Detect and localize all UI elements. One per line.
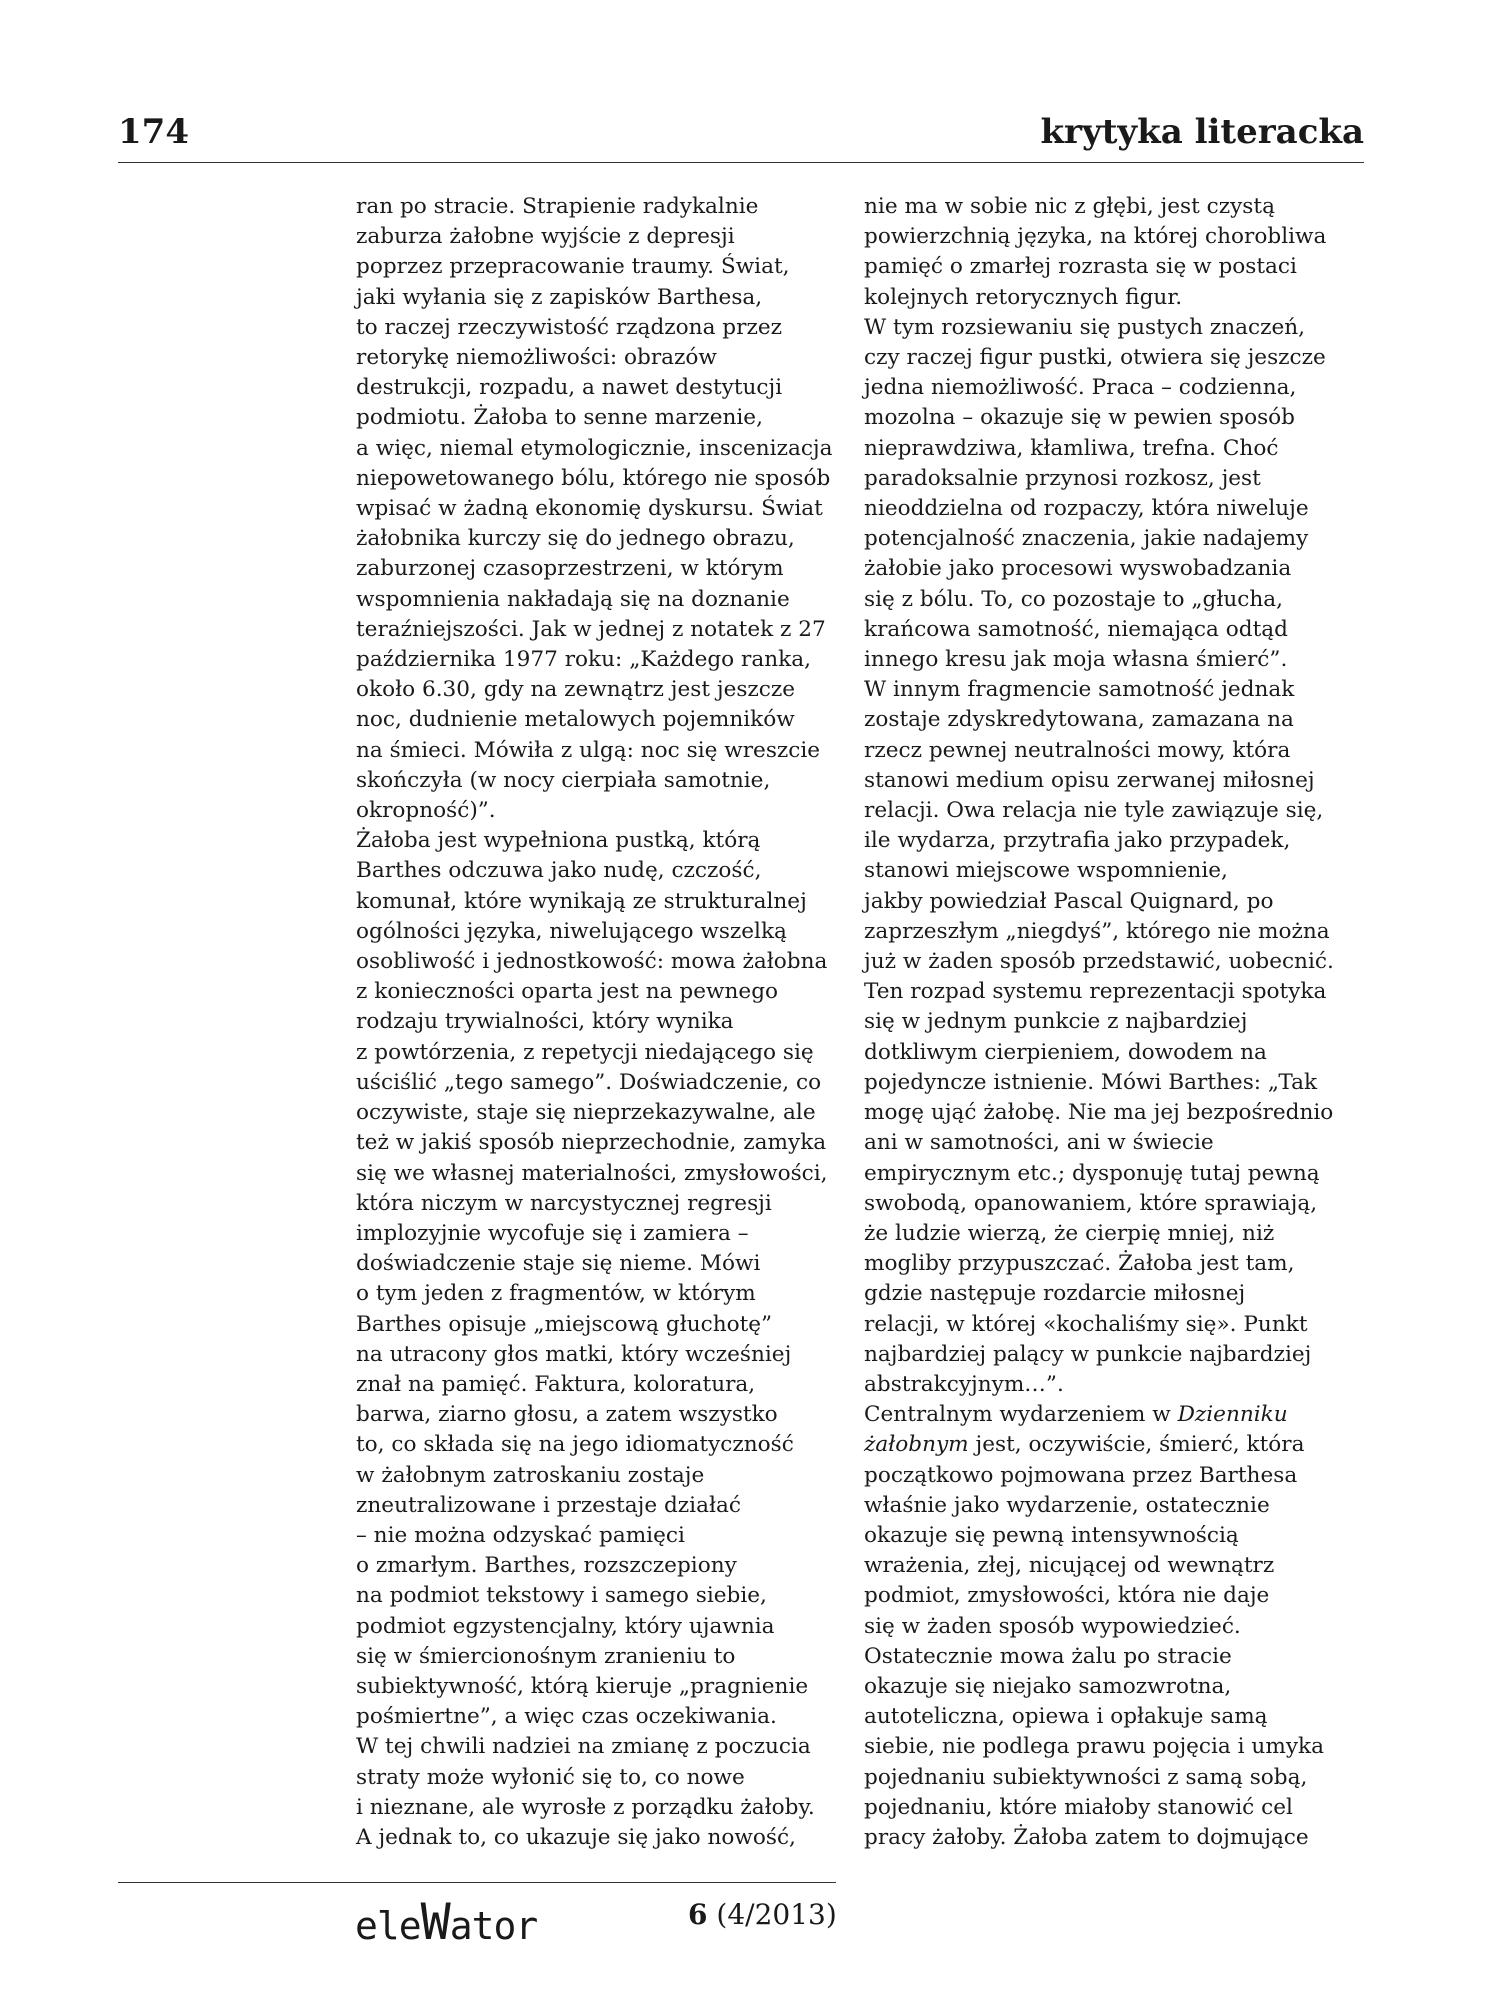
text-line: niepowetowanego bólu, którego nie sposób [356,465,831,491]
text-line: wpisać w żadną ekonomię dyskursu. Świat [356,496,823,522]
text-line: się w żaden sposób wypowiedzieć. [864,1613,1241,1639]
text-line: destrukcji, rozpadu, a nawet destytucji [356,375,783,401]
text-line: czy raczej figur pustki, otwiera się jeszcze [864,345,1326,371]
section-title: krytyka literacka [1040,112,1364,152]
text-line: podmiotu. Żałoba to senne marzenie, [356,405,763,431]
text-line: Barthes opisuje „miejscową głuchotę” [356,1311,773,1337]
magazine-logo [355,1893,537,1951]
text-line: dotkliwym cierpieniem, dowodem na [864,1039,1267,1065]
text-line: to, co składa się na jego idiomatyczność [356,1432,794,1458]
text-line: nieoddzielna od rozpaczy, która niweluje [864,496,1309,522]
text-line: Barthes odczuwa jako nudę, czczość, [356,858,762,884]
text-line: stanowi miejscowe wspomnienie, [864,858,1228,884]
text-line: noc, dudnienie metalowych pojemników [356,707,795,733]
text-line: kolejnych retorycznych figur. [864,284,1183,310]
text-line: abstrakcyjnym…”. [864,1371,1064,1397]
text-line: też w jakiś sposób nieprzechodnie, zamyka [356,1130,827,1156]
text-line: początkowo pojmowana przez Barthesa [864,1462,1298,1488]
text-line: żałobnym jest, oczywiście, śmierć, która [864,1432,1305,1458]
text-line: jedna niemożliwość. Praca – codzienna, [864,375,1297,401]
text-line: teraźniejszości. Jak w jednej z notatek z 27 [356,616,826,642]
text-line: to raczej rzeczywistość rządzona przez [356,314,782,340]
text-line: okropność)”. [356,798,496,824]
text-line: doświadczenie staje się nieme. Mówi [356,1251,761,1277]
text-line: pojedyncze istnienie. Mówi Barthes: „Tak [864,1069,1318,1095]
text-line: żałobnika kurczy się do jednego obrazu, [356,526,795,552]
text-line: mogę ująć żałobę. Nie ma jej bezpośrednio [864,1100,1334,1126]
text-line: ogólności języka, niwelującego wszelką [356,918,787,944]
text-line: żałobie jako procesowi wyswobadzania [864,556,1292,582]
text-line: na utracony głos matki, który wcześniej [356,1341,792,1367]
text-line: siebie, nie podlega prawu pojęcia i umyka [864,1734,1324,1760]
text-line: skończyła (w nocy cierpiała samotnie, [356,767,771,793]
text-line: implozyjnie wycofuje się i zamiera – [356,1220,749,1246]
text-line: zaburzonej czasoprzestrzeni, w którym [356,556,784,582]
text-line: na śmieci. Mówiła z ulgą: noc się wreszcie [356,737,821,763]
text-line: znał na pamięć. Faktura, koloratura, [356,1371,756,1397]
text-line: w żałobnym zatroskaniu zostaje [356,1462,705,1488]
text-line: krańcowa samotność, niemająca odtąd [864,616,1288,642]
text-line: ani w samotności, ani w świecie [864,1130,1214,1156]
text-line: W innym fragmencie samotność jednak [864,677,1295,703]
text-line: subiektywność, którą kieruje „pragnienie [356,1673,809,1699]
text-line: o zmarłym. Barthes, rozszczepiony [356,1553,737,1579]
text-line: pojednaniu, które miałoby stanowić cel [864,1794,1293,1820]
text-line: mozolna – okazuje się w pewien sposób [864,405,1295,431]
text-line: się z bólu. To, co pozostaje to „głucha, [864,586,1284,612]
text-line: pracy żałoby. Żałoba zatem to dojmujące [864,1824,1309,1850]
text-line: o tym jeden z fragmentów, w którym [356,1281,756,1307]
text-line: potencjalność znaczenia, jakie nadajemy [864,526,1309,552]
text-line: z powtórzenia, z repetycji niedającego się [356,1039,814,1065]
text-line: podmiot, zmysłowości, która nie daje [864,1583,1270,1609]
text-line: osobliwość i jednostkowość: mowa żałobna [356,949,828,975]
text-line: komunał, które wynikają ze strukturalnej [356,888,807,914]
text-line: poprzez przepracowanie traumy. Świat, [356,254,790,280]
text-line: gdzie następuje rozdarcie miłosnej [864,1281,1246,1307]
text-line: okazuje się niejako samozwrotna, [864,1673,1232,1699]
text-line: straty może wyłonić się to, co nowe [356,1764,745,1790]
text-line: W tym rozsiewaniu się pustych znaczeń, [864,314,1306,340]
text-line: wrażenia, złej, nicującej od wewnątrz [864,1553,1275,1579]
text-line: A jednak to, co ukazuje się jako nowość, [356,1824,796,1850]
text-line: około 6.30, gdy na zewnątrz jest jeszcze [356,677,796,703]
logo-part-2: W [420,1893,450,1951]
text-line: autoteliczna, opiewa i opłakuje samą [864,1704,1268,1730]
issue-number: 6 [688,1898,708,1931]
right-text-column [864,192,1364,1853]
text-line: zostaje zdyskredytowana, zamazana na [864,707,1294,733]
text-line: a więc, niemal etymologicznie, inscenizacja [356,435,833,461]
text-line: paradoksalnie przynosi rozkosz, jest [864,465,1261,491]
text-line: innego kresu jak moja własna śmierć”. [864,647,1288,673]
logo-part-3: ator [449,1904,538,1948]
text-line: Ostatecznie mowa żalu po stracie [864,1643,1232,1669]
text-line: zaprzeszłym „niegdyś”, którego nie można [864,918,1330,944]
text-line: Ten rozpad systemu reprezentacji spotyka [864,979,1327,1005]
page-header [118,112,1364,163]
text-line: retorykę niemożliwości: obrazów [356,345,717,371]
text-line: że ludzie wierzą, że cierpię mniej, niż [864,1220,1275,1246]
text-line: ile wydarza, przytrafia jako przypadek, [864,828,1291,854]
text-line: się w śmiercionośnym zranieniu to [356,1643,736,1669]
text-line: barwa, ziarno głosu, a zatem wszystko [356,1402,778,1428]
text-line: Żałoba jest wypełniona pustką, którą [356,828,761,854]
text-line: mogliby przypuszczać. Żałoba jest tam, [864,1251,1295,1277]
text-line: wspomnienia nakładają się na doznanie [356,586,790,612]
page-number: 174 [118,112,189,152]
text-line: która niczym w narcystycznej regresji [356,1190,772,1216]
text-line: zaburza żałobne wyjście z depresji [356,224,735,250]
issue-info [688,1898,837,1931]
text-line: rzecz pewnej neutralności mowy, która [864,737,1291,763]
issue-detail: (4/2013) [716,1898,837,1931]
text-line: właśnie jako wydarzenie, ostatecznie [864,1492,1270,1518]
text-line: rodzaju trywialności, który wynika [356,1009,734,1035]
text-line: pamięć o zmarłej rozrasta się w postaci [864,254,1297,280]
text-line: podmiot egzystencjalny, który ujawnia [356,1613,775,1639]
text-line: jakby powiedział Pascal Quignard, po [864,888,1274,914]
text-line: zneutralizowane i przestaje działać [356,1492,741,1518]
text-line: pojednaniu subiektywności z samą sobą, [864,1764,1308,1790]
text-line: pośmiertne”, a więc czas oczekiwania. [356,1704,777,1730]
text-line: i nieznane, ale wyrosłe z porządku żałoby. [356,1794,815,1820]
text-line: najbardziej palący w punkcie najbardziej [864,1341,1312,1367]
footer-divider [118,1882,836,1883]
text-line: Centralnym wydarzeniem w Dzienniku [864,1402,1288,1428]
text-line: empirycznym etc.; dysponuję tutaj pewną [864,1160,1320,1186]
text-line: – nie można odzyskać pamięci [356,1522,685,1548]
text-line: oczywiste, staje się nieprzekazywalne, ale [356,1100,816,1126]
text-line: powierzchnią języka, na której chorobliwa [864,224,1327,250]
text-line: ran po stracie. Strapienie radykalnie [356,194,759,219]
text-line: na podmiot tekstowy i samego siebie, [356,1583,767,1609]
text-line: relacji, w której «kochaliśmy się». Punkt [864,1311,1308,1337]
text-line: stanowi medium opisu zerwanej miłosnej [864,767,1315,793]
text-line: uściślić „tego samego”. Doświadczenie, co [356,1069,822,1095]
text-line: W tej chwili nadziei na zmianę z poczucia [356,1734,811,1760]
text-line: października 1977 roku: „Każdego ranka, [356,647,811,673]
text-line: nieprawdziwa, kłamliwa, trefna. Choć [864,435,1279,461]
logo-part-1: ele [355,1904,421,1948]
text-line: jaki wyłania się z zapisków Barthesa, [356,284,763,310]
text-line: relacji. Owa relacja nie tyle zawiązuje się, [864,798,1324,824]
text-line: się w jednym punkcie z najbardziej [864,1009,1248,1035]
text-line: okazuje się pewną intensywnością [864,1522,1239,1548]
book-title-italic: Dzienniku [1177,1402,1288,1428]
text-line: się we własnej materialności, zmysłowości, [356,1160,828,1186]
text-line: z konieczności oparta jest na pewnego [356,979,779,1005]
text-line: nie ma w sobie nic z głębi, jest czystą [864,194,1275,219]
text-line: swobodą, opanowaniem, które sprawiają, [864,1190,1318,1216]
text-line: już w żaden sposób przedstawić, uobecnić. [864,949,1334,975]
left-text-column [356,192,836,1853]
